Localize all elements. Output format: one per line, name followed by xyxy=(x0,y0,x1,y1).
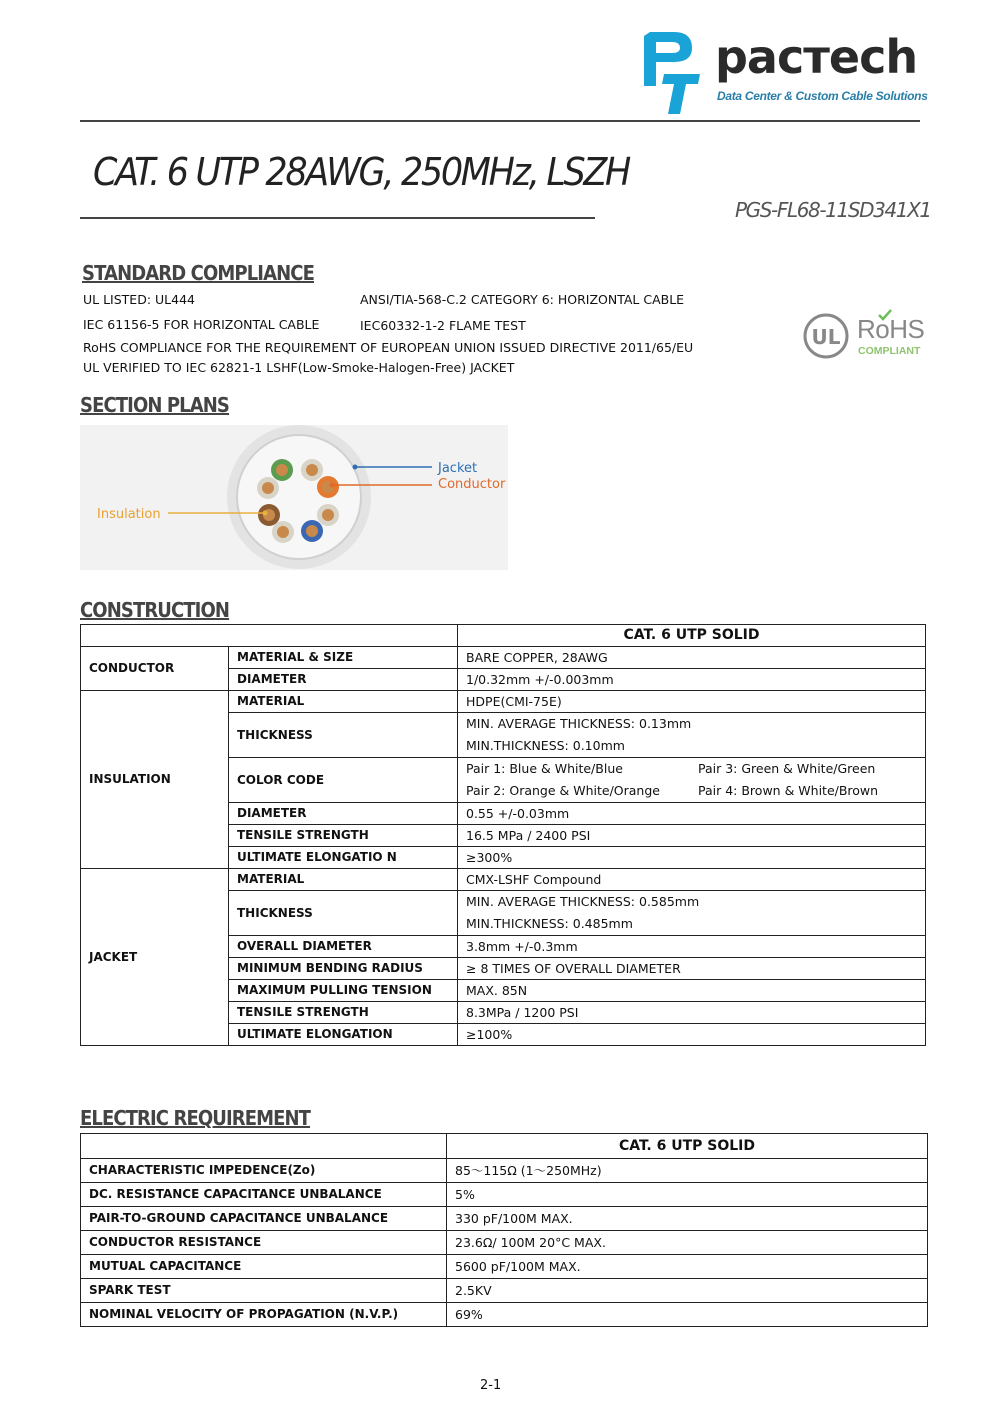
document-title: CAT. 6 UTP 28AWG, 250MHz, LSZH xyxy=(93,150,630,194)
param-cell: MAXIMUM PULLING TENSION xyxy=(229,980,458,1002)
value-cell: 23.6Ω/ 100M 20°C MAX. xyxy=(447,1231,928,1255)
value-cell: 330 pF/100M MAX. xyxy=(447,1207,928,1231)
table-row xyxy=(81,1231,928,1255)
value-cell: 5% xyxy=(447,1183,928,1207)
header-rule xyxy=(80,120,920,122)
table-row xyxy=(81,1159,928,1183)
param-cell: THICKNESS xyxy=(229,713,458,758)
param-cell: TENSILE STRENGTH xyxy=(229,1002,458,1024)
pactech-logo-mark xyxy=(640,26,702,116)
table-header-row xyxy=(81,625,926,647)
param-cell: MINIMUM BENDING RADIUS xyxy=(229,958,458,980)
title-rule xyxy=(80,217,595,219)
value-cell: ≥100% xyxy=(458,1024,926,1046)
ul-mark-text: UL xyxy=(811,325,841,349)
table-header-row xyxy=(81,1134,928,1159)
param-cell: CONDUCTOR RESISTANCE xyxy=(81,1231,447,1255)
value-cell: CMX-LSHF Compound xyxy=(458,869,926,891)
check-icon xyxy=(878,309,892,321)
compliance-line: IEC 61156-5 FOR HORIZONTAL CABLE xyxy=(83,317,320,332)
value-cell: 16.5 MPa / 2400 PSI xyxy=(458,825,926,847)
compliance-line: UL LISTED: UL444 xyxy=(83,292,195,307)
param-cell: THICKNESS xyxy=(229,891,458,936)
value-cell: 2.5KV xyxy=(447,1279,928,1303)
table-row xyxy=(81,1255,928,1279)
brand-name: pacтech xyxy=(715,30,918,84)
param-cell: MATERIAL xyxy=(229,869,458,891)
param-cell: TENSILE STRENGTH xyxy=(229,825,458,847)
insulation-label: Insulation xyxy=(97,507,161,522)
value-cell: ≥300% xyxy=(458,847,926,869)
value-line: MIN.THICKNESS: 0.10mm xyxy=(466,738,625,753)
table-row xyxy=(81,647,926,669)
section-plans-heading: SECTION PLANS xyxy=(80,393,230,417)
construction-heading: CONSTRUCTION xyxy=(80,598,230,622)
param-cell: CHARACTERISTIC IMPEDENCE(Zo) xyxy=(81,1159,447,1183)
rohs-compliant-label: COMPLIANT xyxy=(858,345,921,357)
param-cell: SPARK TEST xyxy=(81,1279,447,1303)
compliance-heading: STANDARD COMPLIANCE xyxy=(82,261,314,285)
blank-header-cell xyxy=(81,1134,447,1159)
value-cell: 5600 pF/100M MAX. xyxy=(447,1255,928,1279)
param-cell: DIAMETER xyxy=(229,669,458,691)
pair-2-color: Pair 2: Orange & White/Orange xyxy=(466,783,660,798)
param-cell: NOMINAL VELOCITY OF PROPAGATION (N.V.P.) xyxy=(81,1303,447,1327)
ul-listed-logo xyxy=(802,312,850,360)
param-cell: DIAMETER xyxy=(229,803,458,825)
compliance-line: RoHS COMPLIANCE FOR THE REQUIREMENT OF EUROPEAN UNION ISSUED DIRECTIVE 2011/65/EU xyxy=(83,340,694,355)
param-cell: MUTUAL CAPACITANCE xyxy=(81,1255,447,1279)
param-cell: DC. RESISTANCE CAPACITANCE UNBALANCE xyxy=(81,1183,447,1207)
value-cell: 1/0.32mm +/-0.003mm xyxy=(458,669,926,691)
compliance-line: IEC60332-1-2 FLAME TEST xyxy=(360,318,526,333)
value-cell: 3.8mm +/-0.3mm xyxy=(458,936,926,958)
group-label-insulation: INSULATION xyxy=(81,691,229,869)
value-cell: BARE COPPER, 28AWG xyxy=(458,647,926,669)
table-row xyxy=(81,691,926,713)
compliance-line: UL VERIFIED TO IEC 62821-1 LSHF(Low-Smoke-Halogen-Free) JACKET xyxy=(83,360,515,375)
value-line: MIN.THICKNESS: 0.485mm xyxy=(466,916,633,931)
pair-3-color: Pair 3: Green & White/Green xyxy=(698,761,876,776)
rohs-logo: RoHS xyxy=(857,314,925,344)
value-line: MIN. AVERAGE THICKNESS: 0.585mm xyxy=(466,894,700,909)
value-cell xyxy=(458,713,926,758)
param-cell: MATERIAL & SIZE xyxy=(229,647,458,669)
blank-header-cell xyxy=(81,625,458,647)
value-cell: 85～115Ω (1～250MHz) xyxy=(447,1159,928,1183)
param-cell: COLOR CODE xyxy=(229,758,458,803)
table-row xyxy=(81,869,926,891)
cable-cross-section-diagram xyxy=(80,425,508,570)
jacket-label: Jacket xyxy=(438,461,478,476)
conductor-label: Conductor xyxy=(438,477,506,492)
table-row xyxy=(81,1183,928,1207)
electric-heading: ELECTRIC REQUIREMENT xyxy=(80,1106,311,1130)
brand-tagline: Data Center & Custom Cable Solutions xyxy=(717,89,928,103)
pair-1-color: Pair 1: Blue & White/Blue xyxy=(466,761,623,776)
value-cell: MAX. 85N xyxy=(458,980,926,1002)
value-cell: 0.55 +/-0.03mm xyxy=(458,803,926,825)
column-header: CAT. 6 UTP SOLID xyxy=(447,1134,928,1159)
param-cell: ULTIMATE ELONGATION xyxy=(229,1024,458,1046)
param-cell: MATERIAL xyxy=(229,691,458,713)
group-label-jacket: JACKET xyxy=(81,869,229,1046)
table-row xyxy=(81,1303,928,1327)
compliance-line: ANSI/TIA-568-C.2 CATEGORY 6: HORIZONTAL CABLE xyxy=(360,292,685,307)
param-cell: PAIR-TO-GROUND CAPACITANCE UNBALANCE xyxy=(81,1207,447,1231)
pair-4-color: Pair 4: Brown & White/Brown xyxy=(698,783,879,798)
electric-table xyxy=(80,1133,928,1327)
value-cell: HDPE(CMI-75E) xyxy=(458,691,926,713)
construction-table xyxy=(80,624,926,1046)
group-label-conductor: CONDUCTOR xyxy=(81,647,229,691)
page-number: 2-1 xyxy=(480,1378,502,1393)
part-number: PGS-FL68-11SD341X1 xyxy=(735,198,931,222)
table-row xyxy=(81,1207,928,1231)
value-cell: ≥ 8 TIMES OF OVERALL DIAMETER xyxy=(458,958,926,980)
param-cell: ULTIMATE ELONGATIO N xyxy=(229,847,458,869)
value-cell: 8.3MPa / 1200 PSI xyxy=(458,1002,926,1024)
value-line: MIN. AVERAGE THICKNESS: 0.13mm xyxy=(466,716,692,731)
column-header: CAT. 6 UTP SOLID xyxy=(458,625,926,647)
value-cell: 69% xyxy=(447,1303,928,1327)
value-cell xyxy=(458,891,926,936)
param-cell: OVERALL DIAMETER xyxy=(229,936,458,958)
table-row xyxy=(81,1279,928,1303)
color-code-cell xyxy=(458,758,926,803)
